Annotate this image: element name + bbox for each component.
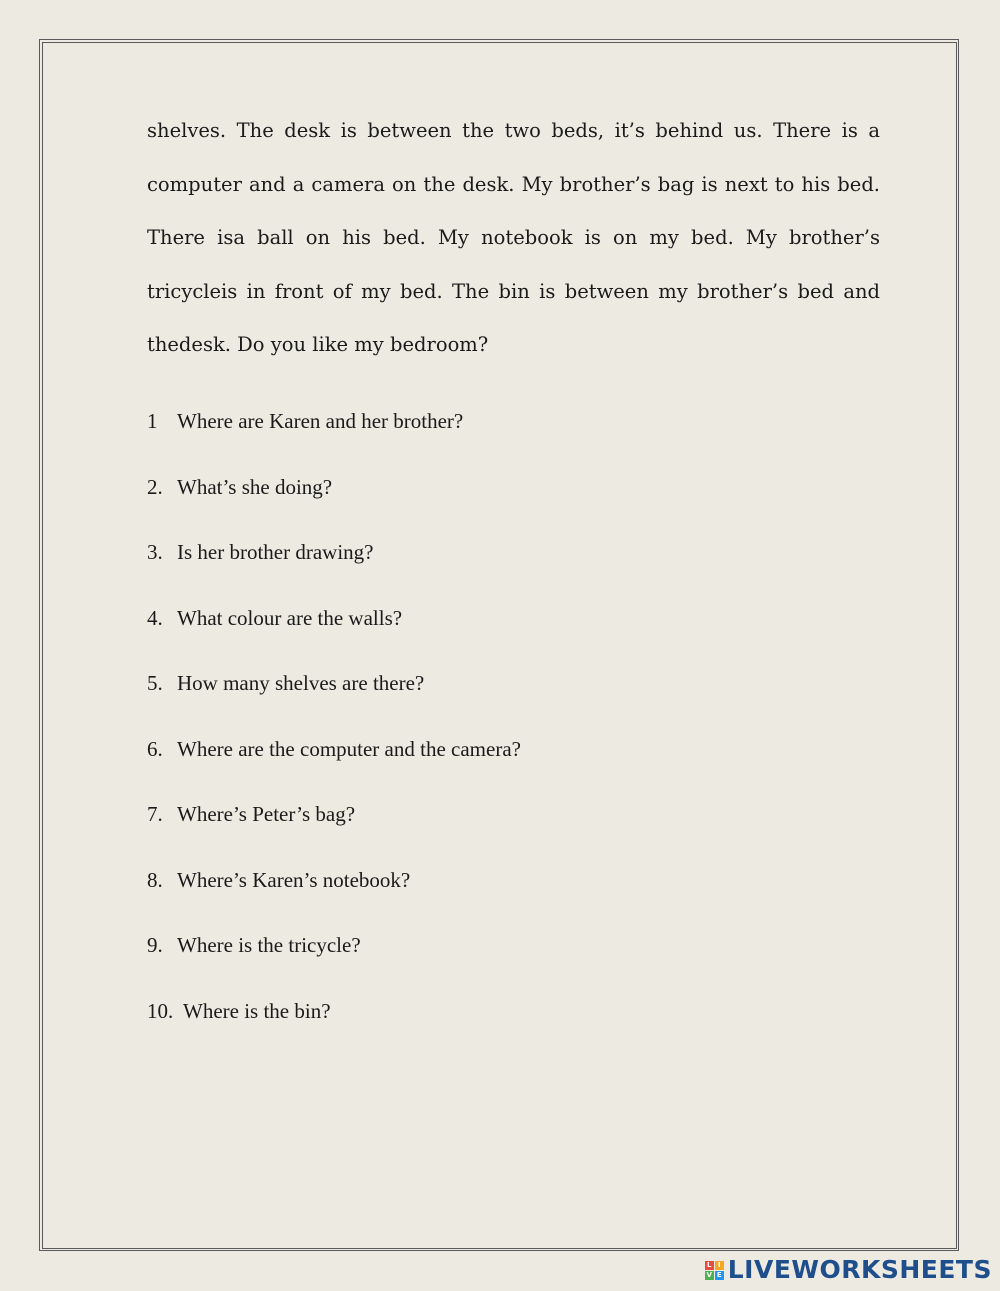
question-text: Is her brother drawing? (177, 540, 374, 564)
question-number: 4. (147, 605, 163, 630)
question-text: Where are Karen and her brother? (177, 409, 464, 433)
question-text: Where is the bin? (183, 998, 331, 1023)
question-text: What’s she doing? (177, 474, 333, 499)
question-number: 2. (147, 474, 163, 499)
liveworksheets-brand (705, 1255, 992, 1285)
question-number: 6. (147, 736, 163, 761)
logo-tile: E (715, 1271, 724, 1280)
question-list (147, 400, 521, 1055)
question-number: 9. (147, 933, 163, 957)
question-item (147, 597, 521, 663)
liveworksheets-logo-icon (705, 1261, 724, 1280)
question-text: What colour are the walls? (177, 605, 403, 630)
question-item (147, 662, 521, 728)
question-item (147, 924, 521, 990)
question-text: Where’s Peter’s bag? (177, 802, 356, 826)
reading-passage: shelves. The desk is between the two beds, it’s behind us. There is a computer and a camera on the desk. My brother’s bag is next to his bed. There isa ball on his bed. My notebook is on my bed. My brother’s tricycleis in front of my bed. The bin is between my brother’s bed and thedesk. Do you like my bedroom? (147, 119, 880, 356)
question-number: 10. (147, 998, 174, 1023)
question-item (147, 531, 521, 597)
logo-tile: L (705, 1261, 714, 1270)
question-text: Where’s Karen’s notebook? (177, 867, 411, 892)
logo-tile: V (706, 1270, 712, 1279)
question-number: 3. (147, 540, 163, 564)
question-item (147, 400, 521, 466)
question-number: 1 (147, 409, 158, 433)
question-text: How many shelves are there? (177, 671, 425, 695)
question-item (147, 859, 521, 925)
question-number: 8. (147, 867, 163, 892)
question-number: 5. (147, 671, 163, 695)
question-item (147, 990, 521, 1056)
question-item (147, 466, 521, 532)
question-item (147, 728, 521, 794)
question-item (147, 793, 521, 859)
liveworksheets-wordmark: LIVEWORKSHEETS (727, 1255, 992, 1284)
question-number: 7. (147, 802, 163, 826)
logo-tile: I (715, 1261, 724, 1270)
question-text: Where are the computer and the camera? (177, 736, 521, 761)
question-text: Where is the tricycle? (177, 933, 361, 957)
